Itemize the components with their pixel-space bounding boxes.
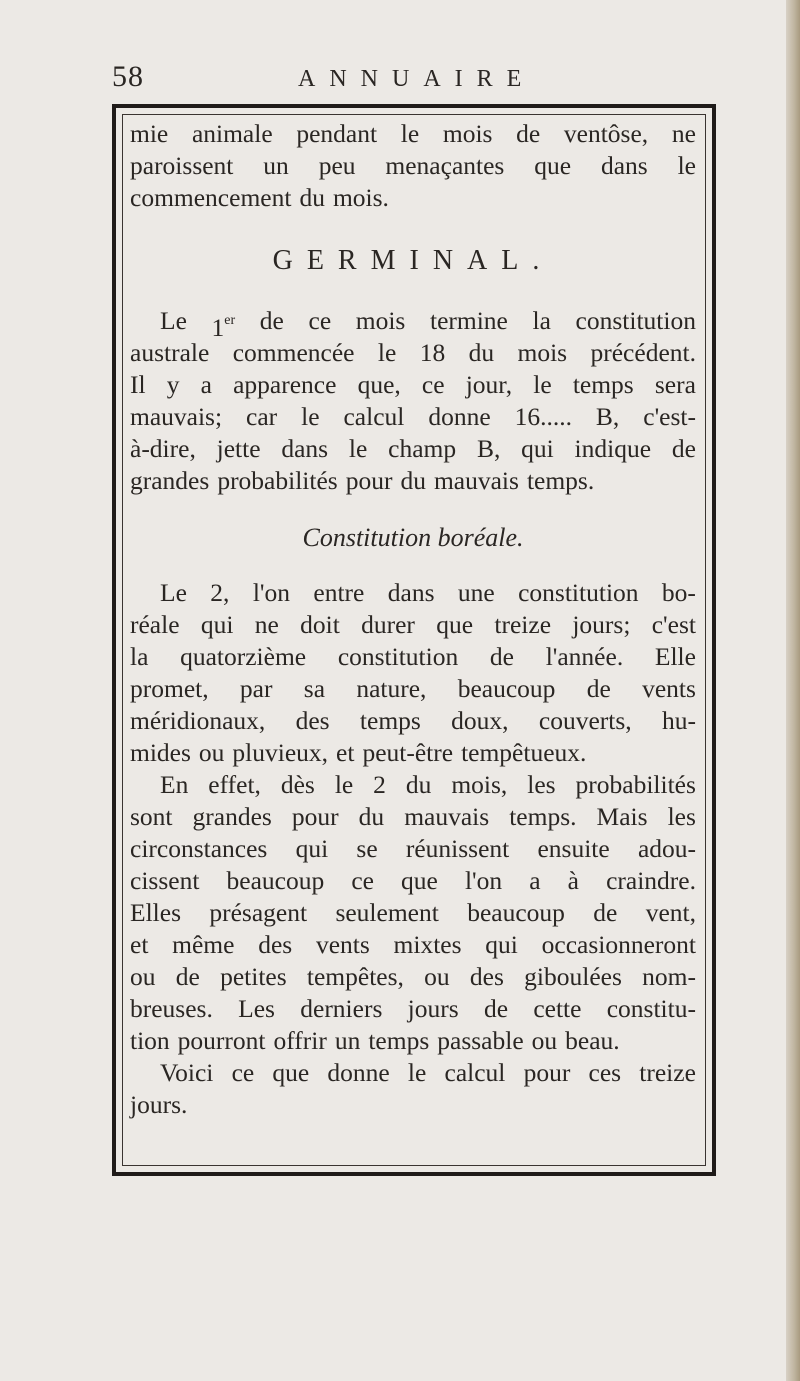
word: méridionaux, [130, 706, 266, 735]
paragraph-3 [130, 769, 696, 1057]
word: probabilités [217, 466, 338, 495]
word: Mais [596, 802, 648, 831]
word: réunissent [405, 834, 510, 863]
word: paroissent [130, 151, 234, 180]
text-line [130, 369, 696, 401]
word: 1er [211, 313, 236, 342]
subheading: Constitution boréale. [302, 523, 524, 552]
word: constitution [575, 306, 696, 335]
word: jours; [572, 610, 631, 639]
text-line [130, 929, 696, 961]
word: y [166, 370, 180, 399]
word: champ [388, 434, 457, 463]
word: mois [355, 306, 406, 335]
word: le [677, 151, 696, 180]
word: B, [476, 434, 501, 463]
word: temps [359, 706, 421, 735]
word: treize [639, 1058, 696, 1087]
word: mixtes [393, 930, 462, 959]
word: Il [130, 370, 146, 399]
word: ce [308, 306, 332, 335]
word: couverts, [538, 706, 632, 735]
word: de [489, 642, 514, 671]
paragraph-2 [130, 577, 696, 769]
word: ce [421, 370, 445, 399]
word: adou- [637, 834, 696, 863]
word: hu- [661, 706, 696, 735]
word: sont [130, 802, 173, 831]
word: et [130, 930, 149, 959]
word: entre [313, 578, 365, 607]
text-line [130, 769, 696, 801]
word: treize [494, 610, 552, 639]
word: dans [600, 151, 648, 180]
word: un [263, 151, 289, 180]
word: termine [429, 306, 508, 335]
word: que [436, 610, 474, 639]
word: seulement [335, 898, 439, 927]
word: les [667, 802, 696, 831]
word: du [405, 770, 432, 799]
word: ne [254, 610, 279, 639]
word: beaucoup [226, 866, 325, 895]
word: bo- [661, 578, 696, 607]
word: que [272, 1058, 310, 1087]
word: grandes [130, 466, 210, 495]
word: du [358, 802, 385, 831]
text-line [130, 609, 696, 641]
word: pour [291, 802, 339, 831]
word: que [401, 866, 438, 895]
word: des [258, 930, 293, 959]
word: nom- [642, 962, 696, 991]
section-heading: GERMINAL. [272, 245, 554, 276]
text-line [130, 150, 696, 182]
word: de [586, 674, 611, 703]
word: de [516, 119, 541, 148]
word: l'on [252, 578, 290, 607]
text-line [130, 182, 696, 214]
word: Le [160, 306, 187, 335]
text-line [130, 305, 696, 342]
word: 2 [373, 770, 386, 799]
word: dans [281, 434, 329, 463]
word: le [334, 770, 354, 799]
word: le [400, 119, 420, 148]
word: effet, [208, 770, 261, 799]
word: Elle [654, 642, 696, 671]
paragraph-4 [130, 1057, 696, 1121]
word: occasionneront [541, 930, 696, 959]
word: breuses. [130, 994, 213, 1023]
text-block [130, 118, 696, 1121]
word: ensuite [537, 834, 610, 863]
text-line [130, 705, 696, 737]
word: qui [295, 834, 329, 863]
word: mois [442, 119, 493, 148]
word: des [295, 706, 330, 735]
text-line [130, 737, 696, 769]
word: la [532, 306, 551, 335]
word: le [407, 1058, 427, 1087]
word: ou [424, 962, 450, 991]
word: ces [588, 1058, 622, 1087]
running-head [112, 60, 712, 100]
word: qui [200, 610, 234, 639]
text-line [130, 433, 696, 465]
word: temps [572, 370, 634, 399]
word: précédent. [590, 338, 696, 367]
word: une [457, 578, 495, 607]
word: cette [533, 994, 582, 1023]
word: B, [595, 402, 620, 431]
word: les [527, 770, 556, 799]
text-line [130, 401, 696, 433]
word: pourront [177, 1026, 266, 1055]
page-number: 58 [112, 60, 144, 93]
text-line [130, 993, 696, 1025]
word: réale [130, 610, 180, 639]
word: temps [368, 1026, 430, 1055]
word: calcul [343, 402, 405, 431]
word: doit [300, 610, 340, 639]
word: c'est- [643, 402, 696, 431]
word: le [377, 338, 397, 367]
word: Elles [130, 898, 181, 927]
text-line [130, 641, 696, 673]
word: de [175, 962, 200, 991]
word: dans [387, 578, 435, 607]
word: du [299, 183, 325, 212]
word: vents [315, 930, 370, 959]
word: la [130, 642, 149, 671]
word: de [483, 994, 509, 1023]
word: quatorzième [180, 642, 307, 671]
word: à [567, 866, 579, 895]
word: doux, [451, 706, 509, 735]
word: 2, [210, 578, 230, 607]
word: commencée [232, 338, 355, 367]
word: circonstances [130, 834, 268, 863]
word: mois. [332, 183, 389, 212]
word: dès [280, 770, 315, 799]
word: menaçantes [385, 151, 505, 180]
word: mauvais; [130, 402, 223, 431]
running-title: ANNUAIRE [298, 66, 536, 92]
word: à-dire, [130, 434, 196, 463]
word: l'on [464, 866, 503, 895]
word: a [200, 370, 212, 399]
word: mois, [451, 770, 508, 799]
word: beaucoup [457, 674, 556, 703]
word: pluvieux, [232, 738, 329, 767]
word: car [246, 402, 278, 431]
word: jours. [130, 1090, 188, 1119]
word: ventôse, [563, 119, 649, 148]
text-line [130, 801, 696, 833]
word: se [356, 834, 378, 863]
word: pendant [296, 119, 378, 148]
word: mauvais [433, 466, 519, 495]
word: a [529, 866, 541, 895]
word: jours [407, 994, 459, 1023]
word: promet, [130, 674, 209, 703]
text-line [130, 1057, 696, 1089]
word: beaucoup [467, 898, 565, 927]
word: jette [216, 434, 261, 463]
word: indique [574, 434, 652, 463]
word: ce [231, 1058, 255, 1087]
word: donne [327, 1058, 390, 1087]
word: qui [521, 434, 554, 463]
word: le [348, 434, 368, 463]
word: tempêtes, [306, 962, 404, 991]
word: le [533, 370, 552, 399]
word: ou [198, 738, 225, 767]
word: vents [642, 674, 696, 703]
word: des [469, 962, 504, 991]
word: mie [130, 119, 169, 148]
text-line [130, 1089, 696, 1121]
word: cissent [130, 866, 200, 895]
word: ne [671, 119, 696, 148]
text-line [130, 865, 696, 897]
word: même [172, 930, 235, 959]
word: de [593, 898, 618, 927]
word: du [400, 466, 426, 495]
word: l'année. [545, 642, 624, 671]
word: constitution [518, 578, 639, 607]
word: durer [361, 610, 415, 639]
word: ou [130, 962, 156, 991]
word: nature, [356, 674, 427, 703]
text-line [130, 961, 696, 993]
word: australe [130, 338, 210, 367]
word: c'est [651, 610, 696, 639]
word: En [160, 770, 189, 799]
word: qui [485, 930, 518, 959]
text-line [130, 1025, 696, 1057]
word: animale [191, 119, 273, 148]
word: peut-être [362, 738, 454, 767]
word: beau. [565, 1026, 620, 1055]
word: tempêtueux. [461, 738, 587, 767]
word: petites [220, 962, 287, 991]
text-line [130, 897, 696, 929]
word: temps. [526, 466, 595, 495]
word: commencement [130, 183, 292, 212]
word: sa [303, 674, 326, 703]
word: offrir [273, 1026, 327, 1055]
word: derniers [300, 994, 383, 1023]
word: temps. [509, 802, 577, 831]
word: 16..... [514, 402, 572, 431]
word: le [301, 402, 320, 431]
text-line [130, 118, 696, 150]
word: constitu- [606, 994, 696, 1023]
paragraph-1 [130, 305, 696, 497]
word: craindre. [606, 866, 696, 895]
word: grandes [192, 802, 272, 831]
text-line [130, 833, 696, 865]
page-edge [786, 0, 800, 1381]
word: que [534, 151, 572, 180]
word: un [334, 1026, 361, 1055]
word: mides [130, 738, 191, 767]
word: que, [357, 370, 401, 399]
word: probabilités [575, 770, 696, 799]
word: tion [130, 1026, 170, 1055]
word: donne [428, 402, 491, 431]
word: de [259, 306, 284, 335]
word: peu [318, 151, 356, 180]
word: ou [531, 1026, 558, 1055]
word: et [336, 738, 355, 767]
word: Le [160, 578, 187, 607]
word: apparence [233, 370, 337, 399]
word: Voici [160, 1058, 214, 1087]
word: passable [437, 1026, 524, 1055]
word: présagent [209, 898, 308, 927]
word: ce [351, 866, 374, 895]
word: jour, [465, 370, 513, 399]
word: vent, [645, 898, 696, 927]
word: giboulées [524, 962, 622, 991]
word: pour [345, 466, 393, 495]
text-line [130, 673, 696, 705]
word: constitution [337, 642, 459, 671]
word: du [468, 338, 495, 367]
word: Les [238, 994, 275, 1023]
word: mauvais [404, 802, 490, 831]
word: mois [517, 338, 568, 367]
word: calcul [444, 1058, 506, 1087]
text-line [130, 577, 696, 609]
word: sera [654, 370, 696, 399]
word: pour [523, 1058, 571, 1087]
word: 18 [419, 338, 446, 367]
word: par [239, 674, 273, 703]
continuation-paragraph [130, 118, 696, 214]
word: de [671, 434, 696, 463]
text-line [130, 465, 696, 497]
